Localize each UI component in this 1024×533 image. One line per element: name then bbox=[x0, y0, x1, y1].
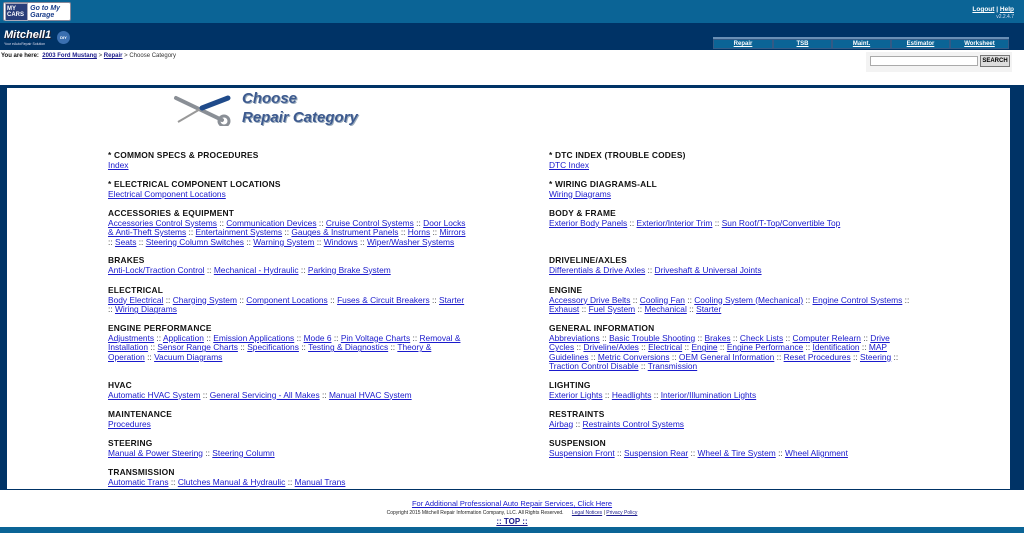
category-heading: * DTC INDEX (TROUBLE CODES) bbox=[549, 150, 686, 160]
copyright bbox=[0, 510, 1024, 516]
copyright-text: Copyright 2015 Mitchell Repair Information Company, LLC. All Rights Reserved. bbox=[386, 510, 564, 516]
top-bar bbox=[0, 0, 1024, 23]
link-separator: :: bbox=[239, 294, 244, 305]
category-link[interactable]: Drive Cycles bbox=[549, 332, 890, 353]
link-separator: :: bbox=[632, 294, 638, 305]
category-heading: ACCESSORIES & EQUIPMENT bbox=[108, 208, 235, 218]
link-separator: :: bbox=[390, 342, 396, 353]
category-link[interactable]: Manual & Power Steering bbox=[108, 447, 203, 458]
category-link[interactable]: Abbreviations bbox=[549, 332, 600, 343]
category-link[interactable]: Emission Applications bbox=[213, 332, 295, 343]
category-links bbox=[108, 334, 470, 363]
category-link[interactable]: Entertainment Systems bbox=[195, 227, 283, 238]
category-heading: TRANSMISSION bbox=[108, 467, 175, 477]
category-heading: BRAKES bbox=[108, 255, 145, 265]
link-separator: :: bbox=[904, 294, 910, 305]
category-heading: * WIRING DIAGRAMS-ALL bbox=[549, 179, 657, 189]
category-heading: * COMMON SPECS & PROCEDURES bbox=[108, 150, 259, 160]
category-heading: LIGHTING bbox=[549, 380, 591, 390]
category-link[interactable]: Reset Procedures bbox=[783, 351, 851, 362]
link-separator: :: bbox=[776, 351, 782, 362]
tab-worksheet[interactable] bbox=[950, 39, 1009, 49]
tab-maint-label[interactable]: Maint. bbox=[852, 41, 871, 47]
link-separator: :: bbox=[616, 447, 622, 458]
link-separator: :: bbox=[300, 264, 306, 275]
account-links bbox=[972, 6, 1014, 20]
category-section bbox=[108, 324, 470, 362]
link-separator: :: bbox=[690, 447, 696, 458]
category-link[interactable]: Differentials & Drive Axles bbox=[549, 264, 646, 275]
link-separator: :: bbox=[581, 304, 587, 315]
link-separator: :: bbox=[108, 304, 113, 315]
category-link[interactable]: Gauges & Instrument Panels bbox=[291, 227, 399, 238]
link-separator: :: bbox=[284, 227, 290, 238]
category-link[interactable]: Anti-Lock/Traction Control bbox=[108, 264, 205, 275]
category-link[interactable]: Index bbox=[108, 159, 129, 170]
link-separator: :: bbox=[412, 332, 418, 343]
category-link[interactable]: Manual HVAC System bbox=[328, 389, 412, 400]
diy-badge: DIY bbox=[57, 31, 70, 44]
link-separator: :: bbox=[778, 447, 783, 458]
link-separator: :: bbox=[602, 332, 607, 343]
category-links bbox=[108, 266, 470, 276]
go-to-my-garage-button[interactable] bbox=[3, 2, 71, 21]
category-link[interactable]: Wiper/Washer Systems bbox=[366, 236, 455, 247]
category-link[interactable]: Adjustments bbox=[108, 332, 155, 343]
back-to-top-link[interactable]: :: TOP :: bbox=[496, 517, 528, 526]
category-heading: ENGINE bbox=[549, 285, 583, 295]
link-separator: :: bbox=[863, 332, 868, 343]
category-section bbox=[108, 410, 470, 429]
category-section bbox=[549, 324, 911, 372]
link-separator: :: bbox=[805, 342, 811, 353]
link-separator: :: bbox=[575, 418, 581, 429]
category-link[interactable]: Mirrors bbox=[439, 227, 466, 238]
category-section bbox=[549, 151, 911, 170]
category-links bbox=[108, 296, 470, 315]
category-link[interactable]: Sun Roof/T-Top/Convertible Top bbox=[721, 217, 841, 228]
divider: | bbox=[603, 510, 605, 516]
category-heading: BODY & FRAME bbox=[549, 208, 616, 218]
category-heading: ENGINE PERFORMANCE bbox=[108, 323, 212, 333]
category-link[interactable]: Accessory Drive Belts bbox=[549, 294, 631, 305]
category-links bbox=[549, 219, 911, 229]
category-link[interactable]: Suspension Rear bbox=[623, 447, 689, 458]
category-link[interactable]: Parking Brake System bbox=[307, 264, 391, 275]
link-separator: :: bbox=[629, 217, 635, 228]
category-link[interactable]: Driveshaft & Universal Joints bbox=[654, 264, 762, 275]
category-links bbox=[549, 391, 911, 401]
category-link[interactable]: Wiring Diagrams bbox=[549, 188, 611, 199]
category-link[interactable]: Engine Performance bbox=[726, 342, 804, 353]
category-link[interactable]: Charging System bbox=[172, 294, 237, 305]
link-separator: :: bbox=[287, 476, 293, 487]
category-link[interactable]: Seats bbox=[114, 236, 137, 247]
additional-services-link[interactable]: For Additional Professional Auto Repair Services, Click Here bbox=[411, 499, 613, 508]
link-separator: :: bbox=[296, 332, 302, 343]
tab-estimator-label[interactable]: Estimator bbox=[906, 41, 935, 47]
category-link[interactable]: Door Locks & Anti-Theft Systems bbox=[108, 217, 466, 238]
link-separator: :: bbox=[147, 351, 152, 362]
category-link[interactable]: Starter bbox=[439, 294, 465, 305]
breadcrumb-prefix: You are here: bbox=[1, 53, 39, 59]
category-section bbox=[549, 256, 911, 275]
category-link[interactable]: Starter bbox=[696, 304, 722, 315]
category-heading: RESTRAINTS bbox=[549, 409, 605, 419]
link-separator: :: bbox=[684, 342, 690, 353]
category-link[interactable]: Engine bbox=[691, 342, 718, 353]
category-link[interactable]: Sensor Range Charts bbox=[157, 342, 238, 353]
link-separator: :: bbox=[165, 294, 171, 305]
category-link[interactable]: Clutches Manual & Hydraulic bbox=[177, 476, 286, 487]
link-separator: :: bbox=[205, 447, 210, 458]
category-links bbox=[108, 190, 470, 200]
category-link[interactable]: Body Electrical bbox=[108, 294, 164, 305]
link-separator: :: bbox=[138, 236, 144, 247]
link-separator: :: bbox=[576, 342, 582, 353]
link-separator: :: bbox=[785, 332, 791, 343]
category-link[interactable]: Cooling System (Mechanical) bbox=[694, 294, 804, 305]
category-link[interactable]: Wheel Alignment bbox=[785, 447, 848, 458]
category-link[interactable]: Mechanical - Hydraulic bbox=[213, 264, 299, 275]
category-heading: STEERING bbox=[108, 438, 153, 448]
breadcrumb-separator: > bbox=[98, 53, 103, 59]
category-section bbox=[108, 151, 470, 170]
category-link[interactable]: Exhaust bbox=[549, 304, 580, 315]
category-link[interactable]: Procedures bbox=[108, 418, 151, 429]
category-link[interactable]: Transmission bbox=[647, 361, 698, 372]
page-title bbox=[242, 89, 358, 127]
category-link[interactable]: Steering bbox=[859, 351, 892, 362]
category-link[interactable]: Removal & Installation bbox=[108, 332, 461, 353]
link-separator: :: bbox=[400, 227, 406, 238]
link-separator: :: bbox=[156, 332, 162, 343]
link-separator: :: bbox=[647, 264, 653, 275]
link-separator: :: bbox=[316, 236, 322, 247]
category-section bbox=[549, 209, 911, 228]
category-link[interactable]: Headlights bbox=[611, 389, 652, 400]
category-links bbox=[549, 334, 911, 372]
wrench-screwdriver-icon bbox=[172, 94, 236, 126]
category-link[interactable]: Interior/Illumination Lights bbox=[660, 389, 757, 400]
tab-worksheet-label[interactable]: Worksheet bbox=[964, 41, 995, 47]
category-heading: DRIVELINE/AXLES bbox=[549, 255, 627, 265]
link-separator: :: bbox=[687, 294, 692, 305]
link-separator: :: bbox=[671, 351, 677, 362]
link-separator: :: bbox=[640, 361, 646, 372]
main-tabs bbox=[713, 37, 1009, 49]
link-separator: :: bbox=[108, 236, 113, 247]
logout-link[interactable]: Logout bbox=[972, 6, 995, 13]
category-link[interactable]: Traction Control Disable bbox=[549, 361, 639, 372]
category-link[interactable]: Exterior Lights bbox=[549, 389, 603, 400]
link-separator: :: bbox=[219, 217, 224, 228]
link-separator: :: bbox=[853, 351, 858, 362]
category-link[interactable]: General Servicing - All Makes bbox=[209, 389, 320, 400]
tab-repair[interactable] bbox=[713, 39, 773, 49]
mitchell1-logo: Mitchell1 bbox=[4, 29, 52, 41]
link-separator: :: bbox=[206, 332, 211, 343]
category-heading: SUSPENSION bbox=[549, 438, 606, 448]
category-links bbox=[549, 190, 911, 200]
tab-tsb-label[interactable]: TSB bbox=[796, 41, 809, 47]
category-link[interactable]: Metric Conversions bbox=[597, 351, 670, 362]
category-section bbox=[549, 180, 911, 199]
search-box bbox=[866, 52, 1012, 72]
link-separator: :: bbox=[321, 389, 327, 400]
category-section bbox=[108, 180, 470, 199]
link-separator: :: bbox=[637, 304, 643, 315]
footer bbox=[0, 490, 1024, 527]
link-separator: :: bbox=[416, 217, 421, 228]
category-heading: MAINTENANCE bbox=[108, 409, 173, 419]
category-section bbox=[108, 286, 470, 315]
tab-tsb[interactable] bbox=[773, 39, 832, 49]
category-link[interactable]: OEM General Information bbox=[678, 351, 775, 362]
category-link[interactable]: Steering Column Switches bbox=[145, 236, 244, 247]
category-heading: GENERAL INFORMATION bbox=[549, 323, 655, 333]
category-section bbox=[549, 410, 911, 429]
link-separator: :: bbox=[202, 389, 208, 400]
category-link[interactable]: Horns bbox=[407, 227, 431, 238]
link-separator: :: bbox=[246, 236, 251, 247]
category-link[interactable]: Suspension Front bbox=[549, 447, 615, 458]
category-link[interactable]: Windows bbox=[323, 236, 358, 247]
category-links bbox=[108, 391, 470, 401]
category-link[interactable]: Warning System bbox=[253, 236, 315, 247]
link-separator: :: bbox=[333, 332, 339, 343]
category-links bbox=[108, 161, 470, 171]
breadcrumb-vehicle[interactable]: 2003 Ford Mustang bbox=[42, 53, 97, 59]
category-link[interactable]: Check Lists bbox=[739, 332, 784, 343]
category-link[interactable]: Theory & Operation bbox=[108, 342, 432, 362]
category-section bbox=[108, 468, 470, 487]
breadcrumb bbox=[1, 53, 176, 59]
link-separator: :: bbox=[188, 227, 194, 238]
category-section bbox=[549, 439, 911, 458]
category-section bbox=[549, 286, 911, 315]
category-links bbox=[108, 449, 470, 459]
category-link[interactable]: Automatic HVAC System bbox=[108, 389, 201, 400]
link-separator: :: bbox=[697, 332, 703, 343]
version-label: v2.2.4.7 bbox=[996, 14, 1014, 20]
category-links bbox=[549, 161, 911, 171]
link-separator: :: bbox=[170, 476, 176, 487]
category-link[interactable]: Cruise Control Systems bbox=[325, 217, 414, 228]
category-links bbox=[549, 420, 911, 430]
search-input[interactable] bbox=[870, 56, 978, 66]
divider: | bbox=[996, 6, 999, 13]
breadcrumb-separator: > bbox=[124, 53, 128, 59]
category-link[interactable]: Wheel & Tire System bbox=[697, 447, 776, 458]
link-separator: :: bbox=[150, 342, 156, 353]
category-link[interactable]: Communication Devices bbox=[226, 217, 317, 228]
category-link[interactable]: Fuses & Circuit Breakers bbox=[337, 294, 430, 305]
category-links bbox=[549, 296, 911, 315]
category-link[interactable]: Wiring Diagrams bbox=[114, 304, 177, 315]
my-cars-plate: MY CARS bbox=[5, 3, 28, 21]
category-link[interactable]: Computer Relearn bbox=[792, 332, 861, 343]
link-separator: :: bbox=[330, 294, 335, 305]
category-link[interactable]: Restraints Control Systems bbox=[582, 418, 684, 429]
category-link[interactable]: Engine Control Systems bbox=[812, 294, 903, 305]
link-separator: :: bbox=[714, 217, 720, 228]
privacy-policy-link[interactable]: Privacy Policy bbox=[606, 510, 638, 516]
category-link[interactable]: Automatic Trans bbox=[108, 476, 169, 487]
category-section bbox=[549, 381, 911, 400]
link-separator: :: bbox=[805, 294, 811, 305]
title-line-2: Repair Category bbox=[242, 109, 358, 126]
category-link[interactable]: Mechanical bbox=[644, 304, 687, 315]
category-link[interactable]: Exterior/Interior Trim bbox=[636, 217, 713, 228]
logo-tagline: Your eAutoRepair Solution bbox=[4, 42, 46, 46]
link-separator: :: bbox=[732, 332, 738, 343]
category-section bbox=[108, 209, 470, 247]
help-link[interactable]: Help bbox=[999, 6, 1014, 13]
category-link[interactable]: Fuel System bbox=[588, 304, 636, 315]
link-separator: :: bbox=[318, 217, 324, 228]
link-separator: :: bbox=[653, 389, 659, 400]
category-link[interactable]: Mode 6 bbox=[303, 332, 332, 343]
category-links bbox=[549, 449, 911, 459]
link-separator: :: bbox=[301, 342, 306, 353]
category-link[interactable]: Airbag bbox=[549, 418, 574, 429]
link-separator: :: bbox=[604, 389, 610, 400]
category-links bbox=[108, 219, 470, 248]
category-section bbox=[108, 256, 470, 275]
title-line-1: Choose bbox=[242, 90, 298, 107]
category-link[interactable]: Component Locations bbox=[246, 294, 328, 305]
category-link[interactable]: Electrical Component Locations bbox=[108, 188, 226, 199]
category-section bbox=[108, 439, 470, 458]
category-link[interactable]: Accessories Control Systems bbox=[108, 217, 217, 228]
category-link[interactable]: Electrical bbox=[648, 342, 683, 353]
category-link[interactable]: Manual Trans bbox=[294, 476, 346, 487]
breadcrumb-current: Choose Category bbox=[129, 53, 177, 59]
tab-estimator[interactable] bbox=[891, 39, 950, 49]
link-separator: :: bbox=[432, 294, 437, 305]
link-separator: :: bbox=[689, 304, 694, 315]
category-link[interactable]: Testing & Diagnostics bbox=[308, 342, 389, 353]
link-separator: :: bbox=[360, 236, 365, 247]
category-link[interactable]: Specifications bbox=[247, 342, 299, 353]
category-link[interactable]: Steering Column bbox=[212, 447, 275, 458]
category-section bbox=[108, 381, 470, 400]
category-links bbox=[108, 478, 470, 488]
link-separator: :: bbox=[432, 227, 438, 238]
link-separator: :: bbox=[590, 351, 596, 362]
category-link[interactable]: Basic Trouble Shooting bbox=[609, 332, 696, 343]
link-separator: :: bbox=[641, 342, 646, 353]
category-links bbox=[108, 420, 470, 430]
category-heading: ELECTRICAL bbox=[108, 285, 164, 295]
category-link[interactable]: Cooling Fan bbox=[639, 294, 685, 305]
breadcrumb-repair[interactable]: Repair bbox=[103, 53, 123, 59]
category-link[interactable]: Pin Voltage Charts bbox=[340, 332, 411, 343]
tab-maint[interactable] bbox=[832, 39, 891, 49]
category-heading: * ELECTRICAL COMPONENT LOCATIONS bbox=[108, 179, 281, 189]
link-separator: :: bbox=[861, 342, 867, 353]
link-separator: :: bbox=[719, 342, 725, 353]
category-link[interactable]: Exterior Body Panels bbox=[549, 217, 628, 228]
link-separator: :: bbox=[240, 342, 245, 353]
link-separator: :: bbox=[206, 264, 212, 275]
tab-repair-label[interactable]: Repair bbox=[733, 41, 753, 47]
category-link[interactable]: Vacuum Diagrams bbox=[154, 351, 223, 362]
category-link[interactable]: Identification bbox=[812, 342, 860, 353]
link-separator: :: bbox=[893, 351, 899, 362]
category-link[interactable]: Brakes bbox=[704, 332, 731, 343]
garage-label: Go to My Garage bbox=[30, 4, 61, 19]
category-link[interactable]: MAP Guidelines bbox=[549, 342, 888, 362]
category-links bbox=[549, 266, 911, 276]
category-link[interactable]: Application bbox=[162, 332, 204, 343]
legal-notices-link[interactable]: Legal Notices bbox=[571, 510, 603, 516]
category-heading: HVAC bbox=[108, 380, 132, 390]
category-link[interactable]: DTC Index bbox=[549, 159, 590, 170]
category-link[interactable]: Driveline/Axles bbox=[583, 342, 639, 353]
search-button[interactable]: SEARCH bbox=[980, 55, 1010, 67]
